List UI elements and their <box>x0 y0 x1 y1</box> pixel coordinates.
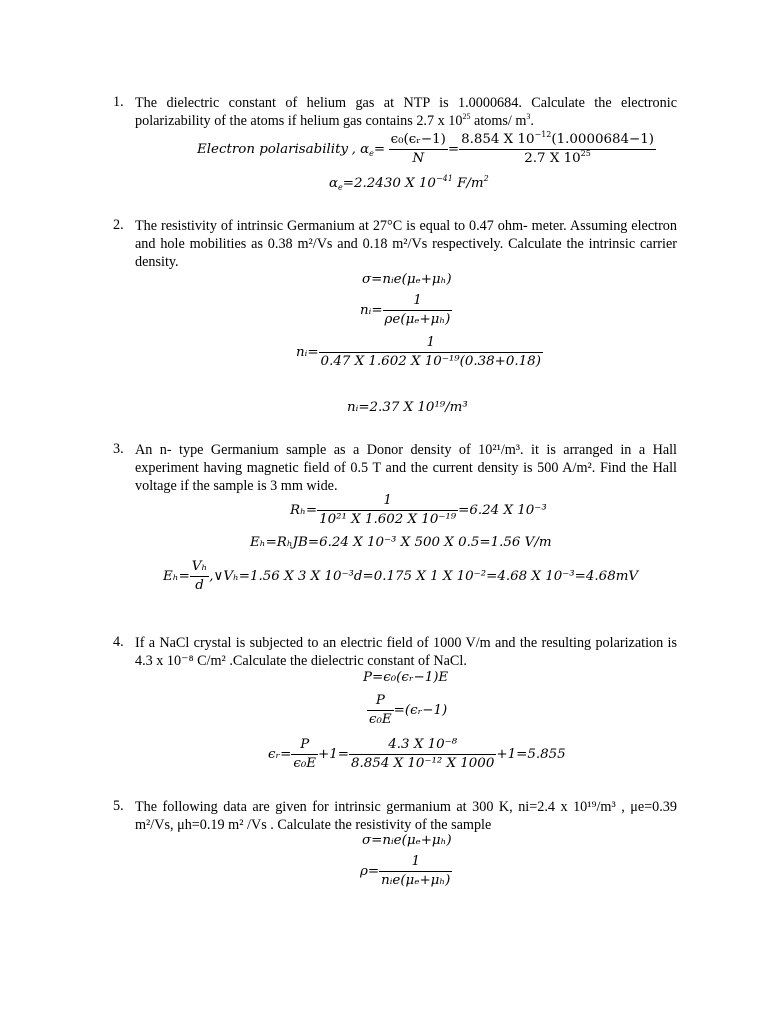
problem-3-equation-1: Rₕ= $\frac{1}{\text{10²¹ X 1.602 X 10⁻¹⁹}}$ =6.24 X 10⁻³ <box>290 493 547 527</box>
problem-2-text: The resistivity of intrinsic Germanium at 27°C is equal to 0.47 ohm- meter. Assuming electron and hole mobilities as 0.38 m²/Vs and 0.18 m²/Vs respectively. Calculate the intrinsic carrier density. <box>135 218 677 270</box>
polarisability-fraction: $\frac{\text{ϵ₀(ϵᵣ−1)}}{N}$ <box>390 132 446 166</box>
polarisability-value-fraction: $\frac{8.854 X 10^{-12}(1.0000684-1)}{2.7 X 10^{25}}$ <box>461 130 655 166</box>
problem-2-equation-1: σ=nᵢe(μₑ+μₕ) <box>362 272 452 287</box>
problem-4-equation-2: $\frac{P}{\text{ϵ₀E}}$ =(ϵᵣ−1) <box>369 693 448 727</box>
problem-3-equation-3: Eₕ= $\frac{\text{Vₕ}}{d}$ ,∨Vₕ=1.56 X 3 X 10⁻³d=0.175 X 1 X 10⁻²=4.68 X 10⁻³=4.68mV <box>163 559 639 593</box>
problem-3-number: 3. <box>113 441 124 457</box>
problem-5-equation-1: σ=nᵢe(μₑ+μₕ) <box>362 833 452 848</box>
problem-5-number: 5. <box>113 798 124 814</box>
problem-2-number: 2. <box>113 217 124 233</box>
problem-4-text: If a NaCl crystal is subjected to an electric field of 1000 V/m and the resulting polarization is 4.3 x 10⁻⁸ C/m² .Calculate the dielectric constant of NaCl. <box>135 635 677 669</box>
problem-1-text: The dielectric constant of helium gas at NTP is 1.0000684. Calculate the electronic polarizability of the atoms if helium gas contains 2.7 x $10^{25}$ atoms/ $m^3$. <box>135 95 677 129</box>
problem-1-result: $\alpha_e=2.2430$ X $10^{-41}$ $F/m^2$ <box>329 174 489 192</box>
problem-1-number: 1. <box>113 94 124 110</box>
problem-4-number: 4. <box>113 634 124 650</box>
problem-3-text: An n- type Germanium sample as a Donor density of 10²¹/m³. it is arranged in a Hall experiment having magnetic field of 0.5 T and the current density is 500 A/m². Find the Hall voltage if the sample is 3 mm wide. <box>135 442 677 494</box>
problem-1-equation-1: Electron polarisability , $\alpha_e=$ $\frac{\text{ϵ₀(ϵᵣ−1)}}{N}$ = $\frac{8.854 X 10^{-12}(1.0000684-1)}{2.7 X 10^{25}}$ <box>197 130 655 166</box>
problem-2-result: nᵢ=2.37 X 10¹⁹/m³ <box>347 400 468 415</box>
problem-4-equation-3: ϵᵣ= $\frac{P}{\text{ϵ₀E}}$ +1= $\frac{\text{4.3 X 10⁻⁸}}{\text{8.854 X 10⁻¹² X 1000}}$ +1=5.855 <box>268 737 566 771</box>
problem-5-equation-2: ρ= $\frac{1}{\text{nᵢe(μₑ+μₕ)}}$ <box>360 854 451 888</box>
problem-4-equation-1: P=ϵ₀(ϵᵣ−1)E <box>363 670 449 685</box>
problem-3-equation-2: Eₕ=RₕJB=6.24 X 10⁻³ X 500 X 0.5=1.56 V/m <box>250 535 552 550</box>
problem-5-text: The following data are given for intrinsic germanium at 300 K, ni=2.4 x 10¹⁹/m³ , μe=0.39 m²/Vs, μh=0.19 m² /Vs . Calculate the resistivity of the sample <box>135 799 677 833</box>
problem-2-equation-2: nᵢ= $\frac{1}{\text{ρe(μₑ+μₕ)}}$ <box>360 293 451 327</box>
problem-2-equation-3: nᵢ= $\frac{1}{\text{0.47 X 1.602 X 10⁻¹⁹(0.38+0.18)}}$ <box>296 335 541 369</box>
